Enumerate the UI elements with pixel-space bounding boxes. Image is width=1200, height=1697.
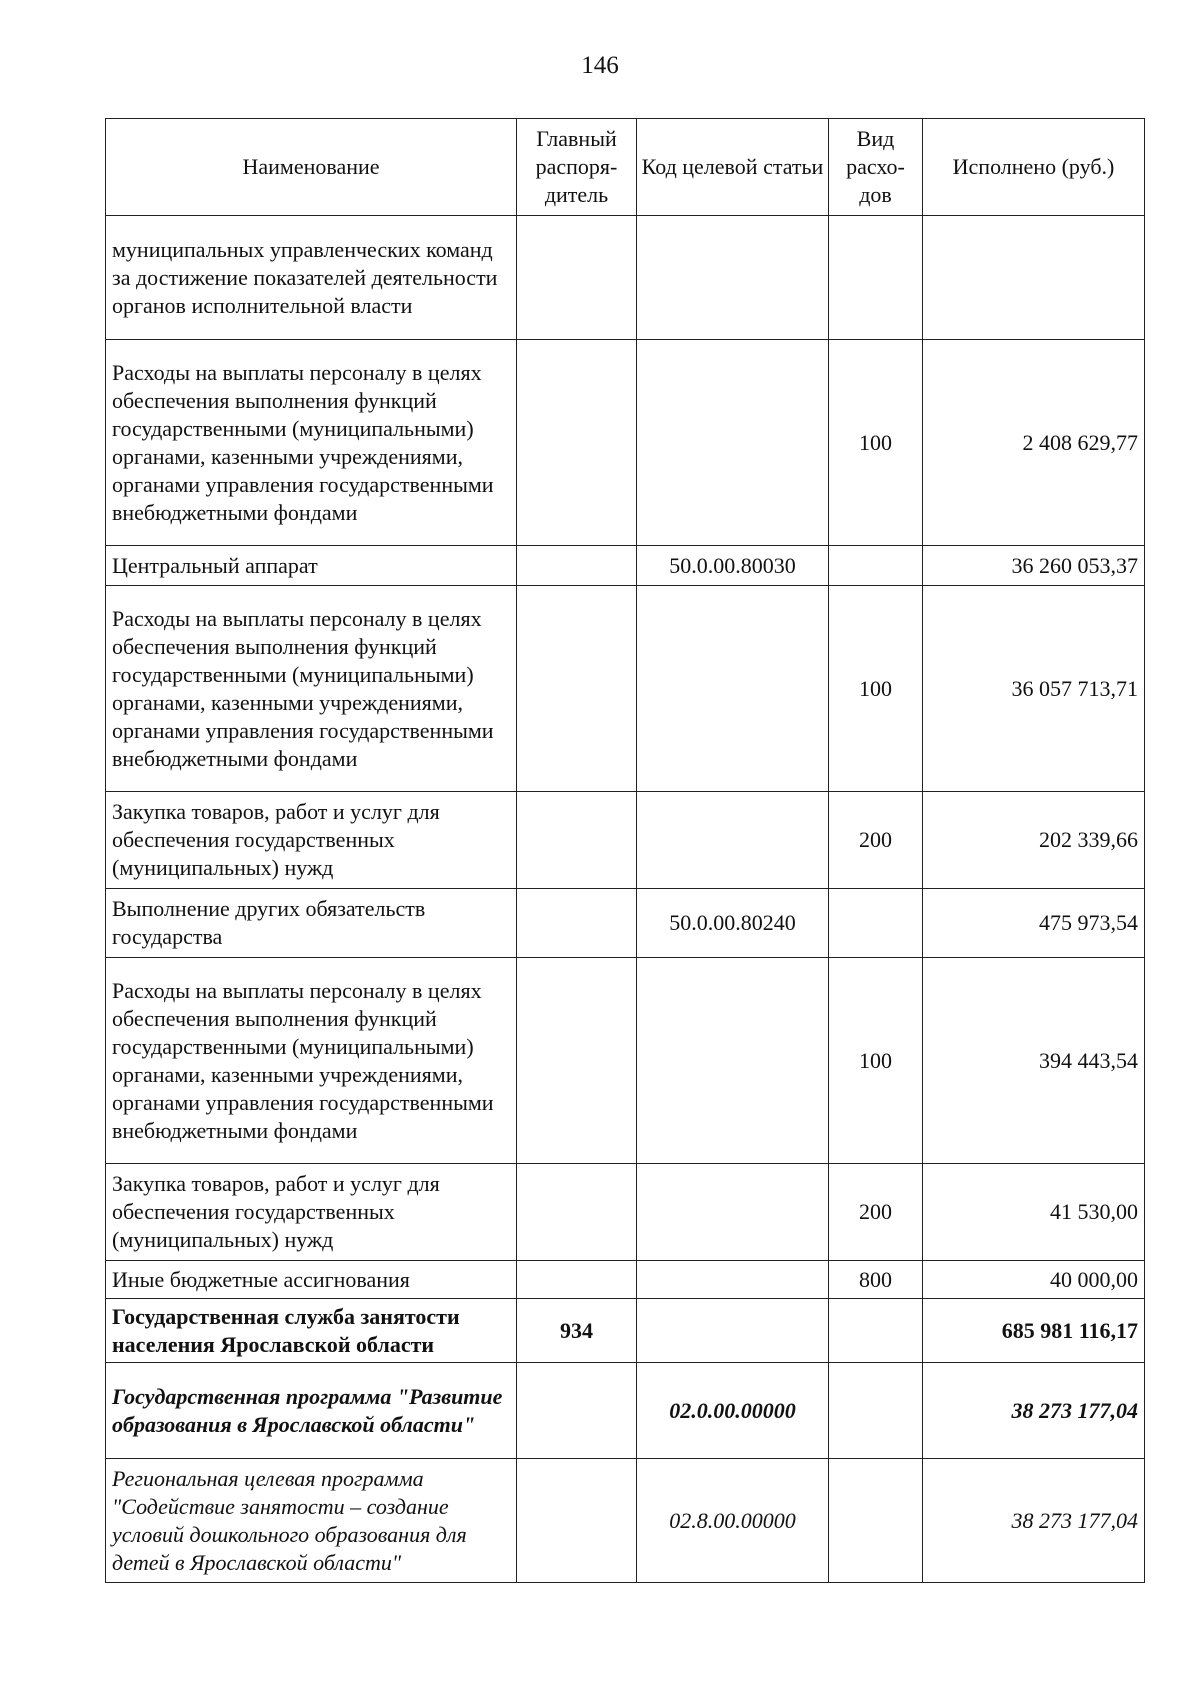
row-admin	[517, 216, 637, 340]
row-type	[829, 546, 923, 586]
row-name: Закупка товаров, работ и услуг для обеспечения государственных (муниципальных) нужд	[106, 792, 517, 889]
row-code: 02.8.00.00000	[637, 1459, 829, 1583]
row-type	[829, 216, 923, 340]
table-row	[106, 586, 1145, 792]
row-amount: 202 339,66	[923, 792, 1145, 889]
table-row	[106, 216, 1145, 340]
row-code: 50.0.00.80030	[637, 546, 829, 586]
row-admin	[517, 546, 637, 586]
row-amount: 41 530,00	[923, 1164, 1145, 1261]
row-code	[637, 1261, 829, 1299]
row-code	[637, 1299, 829, 1363]
header-code: Код целевой статьи	[637, 119, 829, 216]
row-type: 100	[829, 586, 923, 792]
table-row	[106, 889, 1145, 958]
row-name: Расходы на выплаты персоналу в целях обеспечения выполнения функций государственными (муниципальными) органами, казенными учреждениями, органами управления государственными внебюджетными фондами	[106, 340, 517, 546]
row-code: 02.0.00.00000	[637, 1363, 829, 1459]
row-name: Региональная целевая программа "Содействие занятости – создание условий дошкольного образования для детей в Ярославской области"	[106, 1459, 517, 1583]
row-type: 100	[829, 958, 923, 1164]
row-type	[829, 1363, 923, 1459]
row-amount: 36 260 053,37	[923, 546, 1145, 586]
row-name: муниципальных управленческих команд за достижение показателей деятельности органов исполнительной власти	[106, 216, 517, 340]
row-admin	[517, 1261, 637, 1299]
row-amount: 394 443,54	[923, 958, 1145, 1164]
row-name: Расходы на выплаты персоналу в целях обеспечения выполнения функций государственными (муниципальными) органами, казенными учреждениями, органами управления государственными внебюджетными фондами	[106, 958, 517, 1164]
header-admin: Главный распоря-дитель	[517, 119, 637, 216]
table-row	[106, 1363, 1145, 1459]
row-amount: 38 273 177,04	[923, 1459, 1145, 1583]
row-code	[637, 1164, 829, 1261]
table-row	[106, 1299, 1145, 1363]
table-header-row	[106, 119, 1145, 216]
row-code: 50.0.00.80240	[637, 889, 829, 958]
row-amount: 36 057 713,71	[923, 586, 1145, 792]
row-name: Выполнение других обязательств государства	[106, 889, 517, 958]
row-name: Иные бюджетные ассигнования	[106, 1261, 517, 1299]
row-admin	[517, 958, 637, 1164]
row-amount: 685 981 116,17	[923, 1299, 1145, 1363]
row-name: Государственная служба занятости населения Ярославской области	[106, 1299, 517, 1363]
row-admin	[517, 1459, 637, 1583]
header-type: Вид расхо-дов	[829, 119, 923, 216]
row-type: 100	[829, 340, 923, 546]
row-amount: 475 973,54	[923, 889, 1145, 958]
row-name: Расходы на выплаты персоналу в целях обеспечения выполнения функций государственными (муниципальными) органами, казенными учреждениями, органами управления государственными внебюджетными фондами	[106, 586, 517, 792]
row-admin: 934	[517, 1299, 637, 1363]
table-row	[106, 1164, 1145, 1261]
table-row	[106, 340, 1145, 546]
row-type	[829, 1299, 923, 1363]
header-amount: Исполнено (руб.)	[923, 119, 1145, 216]
row-admin	[517, 340, 637, 546]
row-type	[829, 889, 923, 958]
budget-execution-table	[105, 118, 1145, 1583]
row-name: Государственная программа "Развитие образования в Ярославской области"	[106, 1363, 517, 1459]
table-row	[106, 546, 1145, 586]
row-type: 200	[829, 792, 923, 889]
row-type: 200	[829, 1164, 923, 1261]
row-amount: 2 408 629,77	[923, 340, 1145, 546]
row-admin	[517, 792, 637, 889]
row-type	[829, 1459, 923, 1583]
row-name: Центральный аппарат	[106, 546, 517, 586]
row-type: 800	[829, 1261, 923, 1299]
row-code	[637, 792, 829, 889]
row-amount: 40 000,00	[923, 1261, 1145, 1299]
table-row	[106, 958, 1145, 1164]
row-amount	[923, 216, 1145, 340]
row-code	[637, 340, 829, 546]
row-amount: 38 273 177,04	[923, 1363, 1145, 1459]
row-admin	[517, 1363, 637, 1459]
row-admin	[517, 586, 637, 792]
table-row	[106, 1261, 1145, 1299]
header-name: Наименование	[106, 119, 517, 216]
table-row	[106, 1459, 1145, 1583]
row-code	[637, 216, 829, 340]
row-admin	[517, 889, 637, 958]
table-row	[106, 792, 1145, 889]
page-number: 146	[581, 52, 619, 79]
row-name: Закупка товаров, работ и услуг для обеспечения государственных (муниципальных) нужд	[106, 1164, 517, 1261]
row-code	[637, 958, 829, 1164]
row-admin	[517, 1164, 637, 1261]
row-code	[637, 586, 829, 792]
